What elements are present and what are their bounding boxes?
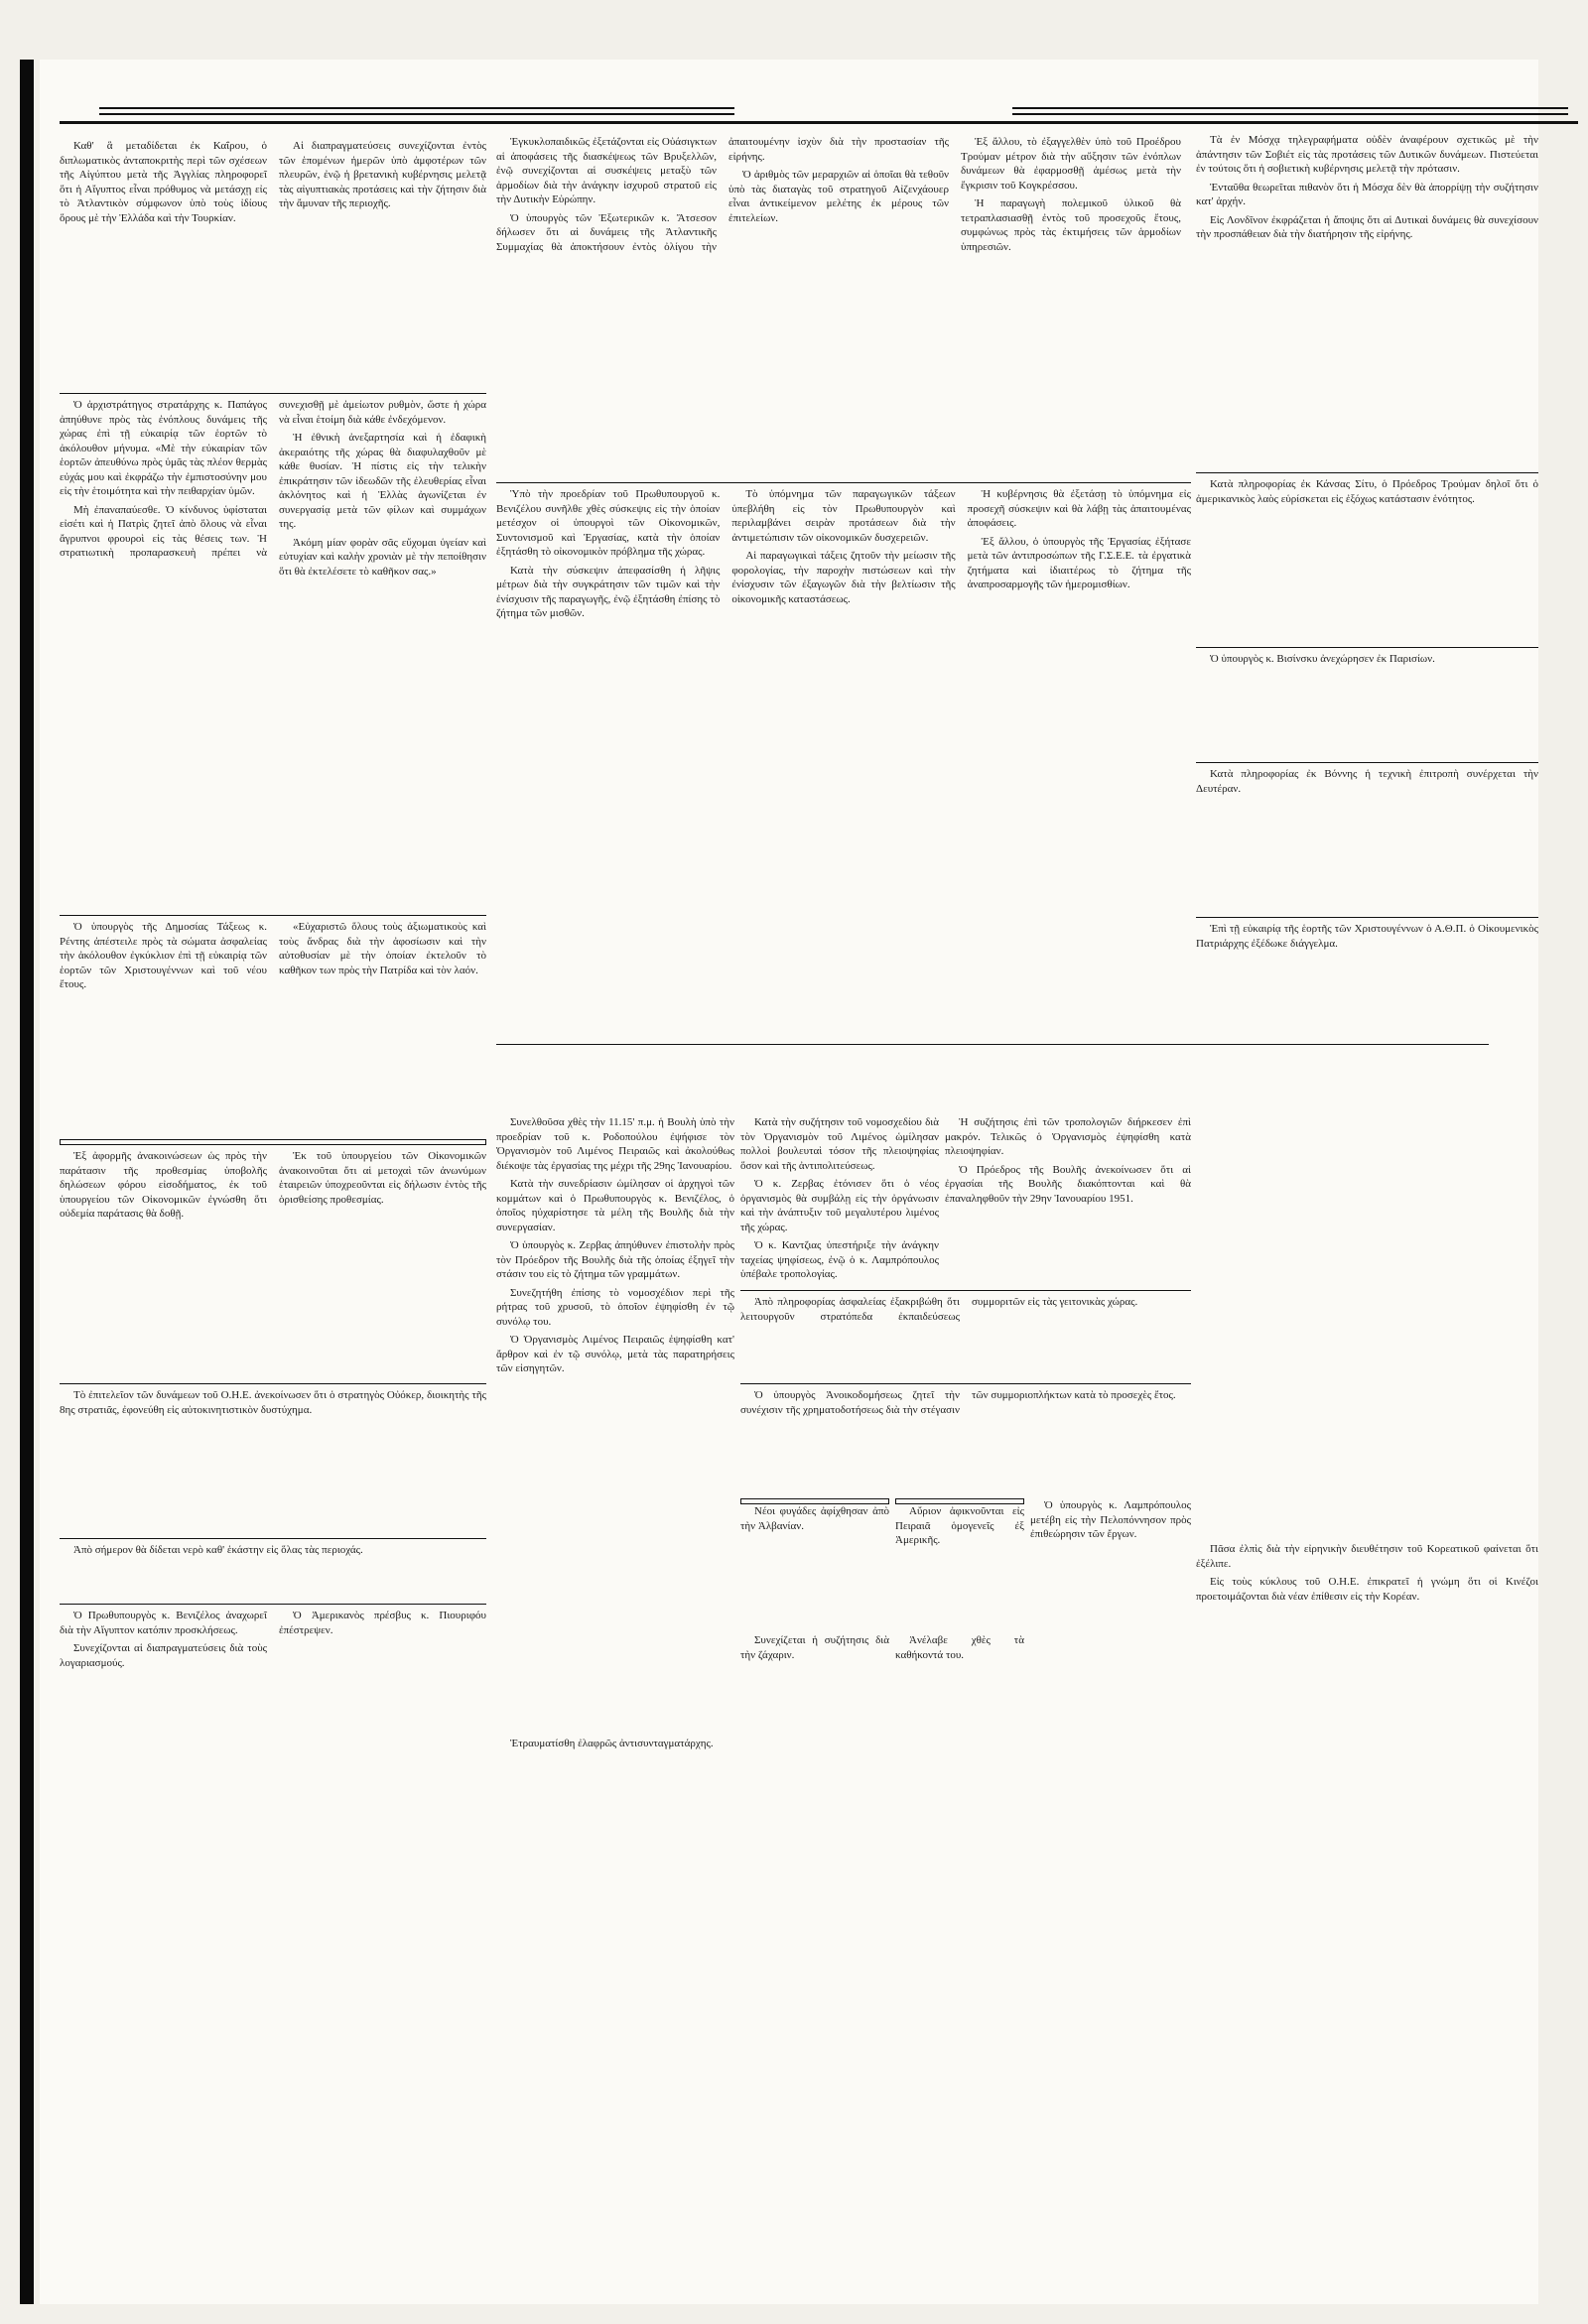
financing-body: Ὁ ὑπουργὸς Ἀνοικοδομήσεως ζητεῖ τὴν συνέχισιν τῆς χρηματοδοτήσεως διὰ τὴν στέγασιν τῶν συμμοριοπλήκτων κατὰ τὸ προσεχὲς ἔτος. xyxy=(740,1389,1176,1416)
marshal-body: Ὁ ἀρχιστράτηγος στρατάρχης κ. Παπάγος ἀπηύθυνε πρὸς τὰς ἐνόπλους δυνάμεις τῆς χώρας ἐπὶ τῇ εὐκαιρίᾳ τῶν ἑορτῶν τὸ ἀκόλουθον μήνυμα. «Μὲ τὴν εὐκαιρίαν τῶν ἑορτῶν ἀπευθύνω πρὸς ὑμᾶς τὰς πλέον θερμὰς εὐχάς μου καὶ ἐκφράζω τὴν ἐμπιστοσύνην μου εἰς τὴν ἑτοιμότητα καὶ τὴν πειθαρχίαν ὑμῶν. Μὴ ἐπαναπαύεσθε. Ὁ κίνδυνος ὑφίσταται εἰσέτι καὶ ἡ Πατρὶς ζητεῖ ἀπὸ ὅλους νὰ εἶναι ἄγρυπνοι φρουροὶ εἰς τὰς θέσεις των. Ἡ στρατιωτικὴ προπαρασκευὴ πρέπει νὰ συνεχισθῇ μὲ ἀμείωτον ρυθμὸν, ὥστε ἡ χώρα νὰ εἶναι ἑτοίμη διὰ κάθε ἐνδεχόμενον. Ἡ ἐθνικὴ ἀνεξαρτησία καὶ ἡ ἐδαφικὴ ἀκεραιότης τῆς χώρας θὰ διαφυλαχθοῦν μὲ κάθε θυσίαν. Ἡ πίστις εἰς τὴν τελικὴν ἐπικράτησιν τῶν ἰδεωδῶν τῆς ἐλευθερίας εἶναι ἀκλόνητος καὶ ἡ Ἑλλὰς ἀγωνίζεται ἐν συνεργασίᾳ μετὰ τῶν φίλων καὶ συμμάχων της. Ἀκόμη μίαν φορὰν σᾶς εὔχομαι ὑγείαν καὶ εὐτυχίαν καὶ καλὴν χρονιὰν μὲ τὴν πεποίθησιν ὅτι θὰ ἐκτελέσετε τὸ καθῆκον σας.» xyxy=(60,399,486,578)
article-financing xyxy=(740,1383,1191,1492)
parliament-body: Συνελθοῦσα χθὲς τὴν 11.15' π.μ. ἡ Βουλὴ ὑπὸ τὴν προεδρίαν τοῦ κ. Ροδοπούλου ἐψήφισε τὸν Ὀργανισμὸν τοῦ Λιμένος Πειραιῶς καὶ ἀκολούθως διέκοψε τὰς ἐργασίας της μέχρι τῆς 29ης Ἰανουαρίου. Κατὰ τὴν συνεδρίασιν ὡμίλησαν οἱ ἀρχηγοὶ τῶν κομμάτων καὶ ὁ Πρωθυπουργὸς κ. Βενιζέλος, ὁ ὁποῖος ηὐχαρίστησε τὰ μέλη τῆς Βουλῆς διὰ τὴν συνεργασίαν. Ὁ ὑπουργὸς κ. Ζερβας ἀπηύθυνεν ἐπιστολὴν πρὸς τὸν Πρόεδρον τῆς Βουλῆς διὰ τῆς ὁποίας ἐξηγεῖ τὴν στάσιν του εἰς τὸ ζήτημα τῶν γραμμάτων. Συνεζητήθη ἐπίσης τὸ νομοσχέδιον περὶ τῆς ρήτρας τοῦ χρυσοῦ, τὸ ὁποῖον ἐψηφίσθη ἐν τῷ συνόλῳ του. Ὁ Ὀργανισμὸς Λιμένος Πειραιῶς ἐψηφίσθη κατ' ἄρθρον καὶ ἐν τῷ συνόλῳ, μετὰ τὰς παρατηρήσεις τῶν εἰσηγητῶν. xyxy=(496,1116,734,1375)
article-expatriates xyxy=(895,1498,1024,1627)
washington-body: Ἐγκυκλοπαιδικῶς ἐξετάζονται εἰς Οὐάσιγκτων αἱ ἀποφάσεις τῆς διασκέψεως τῶν Βρυξελλῶν, ἐνῷ συνεχίζονται αἱ συσκέψεις μεταξὺ τῶν ἀρμοδίων διὰ τὴν ἀνάγκην ἰσχυροῦ στρατοῦ εἰς τὴν Δυτικὴν Εὐρώπην. Ὁ ὑπουργὸς τῶν Ἐξωτερικῶν κ. Ἄτσεσον δήλωσεν ὅτι αἱ δυνάμεις τῆς Ἀτλαντικῆς Συμμαχίας θὰ ἀποκτήσουν ἐντὸς ὀλίγου τὴν ἀπαιτουμένην ἰσχὺν διὰ τὴν προστασίαν τῆς εἰρήνης. Ὁ ἀριθμὸς τῶν μεραρχιῶν αἱ ὁποῖαι θὰ τεθοῦν ὑπὸ τὰς διαταγὰς τοῦ στρατηγοῦ Αἰζενχάουερ εἶναι ἀντικείμενον μελέτης ἐκ μέρους τῶν ἐπιτελείων. Ἐξ ἄλλου, τὸ ἐξαγγελθὲν ὑπὸ τοῦ Προέδρου Τρούμαν μέτρον διὰ τὴν αὔξησιν τῶν ἐνόπλων δυνάμεων θὰ ἐφαρμοσθῇ ἀμέσως μετὰ τὴν ἔγκρισιν τοῦ Κογκρέσσου. Ἡ παραγωγὴ πολεμικοῦ ὑλικοῦ θὰ τετραπλασιασθῇ ἐντὸς τοῦ προσεχοῦς ἔτους, συμφώνως πρὸς τὰς ἐκτιμήσεις τῶν ἁρμοδίων ὑπηρεσιῶν. xyxy=(496,136,1181,253)
parliament-cont2-body: Ἡ συζήτησις ἐπὶ τῶν τροπολογιῶν διήρκεσεν ἐπὶ μακρόν. Τελικῶς ὁ Ὀργανισμὸς ἐψηφίσθη κατὰ πλειοψηφίαν. Ὁ Πρόεδρος τῆς Βουλῆς ἀνεκοίνωσεν ὅτι αἱ ἐργασίαι τῆς Βουλῆς διακόπτονται καὶ θὰ ἐπαναληφθοῦν τὴν 29ην Ἰανουαρίου 1951. xyxy=(945,1116,1191,1205)
page-edge-bar xyxy=(20,60,34,2304)
expatriates-body: Αὔριον ἀφικνοῦνται εἰς Πειραιᾶ ὁμογενεῖς ἐξ Ἀμερικῆς. xyxy=(895,1505,1024,1547)
article-minister xyxy=(60,915,486,1133)
article-venizelos xyxy=(60,1604,486,1731)
vishinsky-body: Ὁ ὑπουργὸς κ. Βισίνσκυ ἀνεχώρησεν ἐκ Παρισίων. xyxy=(1210,653,1435,665)
injured-body: Ἐτραυματίσθη ἐλαφρῶς ἀντισυνταγματάρχης. xyxy=(510,1738,714,1749)
lambro-body: Ὁ ὑπουργὸς κ. Λαμπρόπουλος μετέβη εἰς τὴν Πελοπόννησον πρὸς ἐπιθεώρησιν τῶν ἔργων. xyxy=(1030,1499,1191,1541)
parliament-headline-block xyxy=(496,1044,1489,1109)
article-taxes xyxy=(60,1139,486,1377)
article-egypt xyxy=(60,129,486,387)
article-committee xyxy=(1196,762,1538,911)
article-lambro xyxy=(1030,1498,1191,1731)
oyker-body: Τὸ ἐπιτελεῖον τῶν δυνάμεων τοῦ Ο.Η.Ε. ἀνεκοίνωσεν ὅτι ὁ στρατηγὸς Οὐόκερ, διοικητὴς τῆς 8ης στρατιᾶς, ἐφονεύθη εἰς αὐτοκινητιστικὸν δυστύχημα. xyxy=(60,1389,486,1416)
masthead xyxy=(60,99,1578,124)
article-meeting xyxy=(496,482,1191,1038)
zachari-body: Συνεχίζεται ἡ συζήτησις διὰ τὴν ζάχαριν. xyxy=(740,1634,889,1661)
nero-body: Ἀπὸ σήμερον θὰ δίδεται νερὸ καθ' ἑκάστην εἰς ὅλας τὰς περιοχάς. xyxy=(73,1544,363,1556)
meeting-body: Ὑπὸ τὴν προεδρίαν τοῦ Πρωθυπουργοῦ κ. Βενιζέλου συνῆλθε χθὲς σύσκεψις εἰς τὴν ὁποίαν μετέσχον οἱ ὑπουργοὶ τῶν Οἰκονομικῶν, Συντονισμοῦ καὶ Ἐργασίας, κατὰ τὴν ὁποίαν ἐξητάσθη τὸ οἰκονομικὸν πρόβλημα τῆς χώρας. Κατὰ τὴν σύσκεψιν ἀπεφασίσθη ἡ λῆψις μέτρων διὰ τὴν συγκράτησιν τῶν τιμῶν καὶ τὴν ἐνίσχυσιν τῆς παραγωγῆς, ἐνῷ ἐξητάσθη ἐπίσης τὸ ζήτημα τῶν μισθῶν. Τὸ ὑπόμνημα τῶν παραγωγικῶν τάξεων ὑπεβλήθη εἰς τὸν Πρωθυπουργὸν καὶ περιλαμβάνει σειρὰν προτάσεων διὰ τὴν ἀντιμετώπισιν τῶν οἰκονομικῶν δυσχερειῶν. Αἱ παραγωγικαὶ τάξεις ζητοῦν τὴν μείωσιν τῆς φορολογίας, τὴν παροχὴν πιστώσεων καὶ τὴν ἐνίσχυσιν τῶν ἐξαγωγῶν διὰ τὴν βελτίωσιν τῆς οἰκονομικῆς καταστάσεως. Ἡ κυβέρνησις θὰ ἐξετάσῃ τὸ ὑπόμνημα εἰς προσεχῆ σύσκεψιν καὶ θὰ λάβῃ τὰς ἀπαιτουμένας ἀποφάσεις. Ἐξ ἄλλου, ὁ ὑπουργὸς τῆς Ἐργασίας ἐξήτασε μετὰ τῶν ἀντιπροσώπων τῆς Γ.Σ.Ε.Ε. τὰ ἐργατικὰ ζητήματα καὶ ἰδιαιτέρως τὸ ζήτημα τῆς ἀναπροσαρμογῆς τῶν ἡμερομισθίων. xyxy=(496,488,1191,620)
article-patriarch xyxy=(1196,917,1538,1036)
taxes-body: Ἐξ ἀφορμῆς ἀνακοινώσεων ὡς πρὸς τὴν παράτασιν τῆς προθεσμίας ὑποβολῆς δηλώσεων φόρου εἰσοδήματος, ἐκ τοῦ ὑπουργείου τῶν Οἰκονομικῶν ἐγνώσθη ὅτι οὐδεμία παράτασις θὰ δοθῇ. Ἐκ τοῦ ὑπουργείου τῶν Οἰκονομικῶν ἀνακοινοῦται ὅτι αἱ μετοχαὶ τῶν ἀνωνύμων ἑταιρειῶν ὑποχρεοῦνται εἰς δήλωσιν ἐντὸς τῆς ὁρισθείσης προθεσμίας. xyxy=(60,1150,486,1221)
committee-body: Κατὰ πληροφορίας ἐκ Βόννης ἡ τεχνικὴ ἐπιτροπὴ συνέρχεται τὴν Δευτέραν. xyxy=(1196,768,1538,795)
article-verrio xyxy=(895,1633,1024,1731)
article-parliament xyxy=(496,1115,734,1731)
article-truman xyxy=(1196,472,1538,641)
korea-body: Πᾶσα ἐλπὶς διὰ τὴν εἰρηνικὴν διευθέτησιν τοῦ Κορεατικοῦ φαίνεται ὅτι ἐξέλιπε. Εἰς τοὺς κύκλους τοῦ Ο.Η.Ε. ἐπικρατεῖ ἡ γνώμη ὅτι οἱ Κινέζοι προετοιμάζονται διὰ νέαν ἐπίθεσιν εἰς τὴν Κορέαν. xyxy=(1196,1543,1538,1603)
egypt-body: Καθ' ἃ μεταδίδεται ἐκ Καΐρου, ὁ διπλωματικὸς ἀνταποκριτὴς περὶ τῶν σχέσεων τῆς Αἰγύπτου μετὰ τῆς Ἀγγλίας πληροφορεῖ ὅτι ἡ Αἴγυπτος εἶναι πρόθυμος νὰ μετάσχῃ εἰς τὸ Ἀτλαντικὸν σύμφωνον ὑπὸ τοὺς ἰδίους ὅρους μὲ τὴν Ἑλλάδα καὶ τὴν Τουρκίαν. Αἱ διαπραγματεύσεις συνεχίζονται ἐντὸς τῶν ἑπομένων ἡμερῶν ὑπὸ ἀμφοτέρων τῶν πλευρῶν, ἐνῷ ἡ βρετανικὴ κυβέρνησις μελετᾷ τὰς αἰγυπτιακὰς προτάσεις καὶ τὴν ζήτησιν διὰ τὴν ἄμυναν τῆς περιοχῆς. xyxy=(60,140,486,224)
article-nero xyxy=(60,1538,486,1598)
article-zachari xyxy=(740,1633,889,1731)
article-soviet xyxy=(1196,129,1538,466)
venizelos-body: Ὁ Πρωθυπουργὸς κ. Βενιζέλος ἀναχωρεῖ διὰ τὴν Αἴγυπτον κατόπιν προσκλήσεως. Συνεχίζονται αἱ διαπραγματεύσεις διὰ τοὺς λογαριασμούς. Ὁ Ἀμερικανὸς πρέσβυς κ. Πιουριφόυ ἐπέστρεψεν. xyxy=(60,1610,486,1669)
camps-body: Ἀπὸ πληροφορίας ἀσφαλείας ἐξακριβώθη ὅτι λειτουργοῦν στρατόπεδα ἐκπαιδεύσεως συμμοριτῶν εἰς τὰς γειτονικὰς χώρας. xyxy=(740,1296,1138,1323)
article-korea xyxy=(1196,1538,1538,1806)
verrio-body: Ἀνέλαβε χθὲς τὰ καθήκοντά του. xyxy=(895,1634,1024,1661)
masthead-rule-left xyxy=(99,107,734,115)
minister-body: Ὁ ὑπουργὸς τῆς Δημοσίας Τάξεως κ. Ρέντης ἀπέστειλε πρὸς τὰ σώματα ἀσφαλείας τὴν ἀκόλουθον ἐγκύκλιον ἐπὶ τῇ εὐκαιρίᾳ τῶν ἑορτῶν τῶν Χριστουγέννων καὶ τοῦ νέου ἔτους. «Εὐχαριστῶ ὅλους τοὺς ἀξιωματικοὺς καὶ τοὺς ἄνδρας διὰ τὴν ἀφοσίωσιν καὶ τὴν αὐτοθυσίαν μὲ τὴν ὁποίαν ἐκτελοῦν τὸ καθῆκον των πρὸς τὴν Πατρίδα καὶ τὸν λαόν. xyxy=(60,921,486,991)
truman-body: Κατὰ πληροφορίας ἐκ Κάνσας Σίτυ, ὁ Πρόεδρος Τρούμαν δηλοῖ ὅτι ὁ ἀμερικανικὸς λαὸς εὑρίσκεται εἰς ἐξόχως κατάστασιν ἑνότητος. xyxy=(1196,478,1538,505)
patriarch-body: Ἐπὶ τῇ εὐκαιρίᾳ τῆς ἑορτῆς τῶν Χριστουγέννων ὁ Α.Θ.Π. ὁ Οἰκουμενικὸς Πατριάρχης ἐξέδωκε διάγγελμα. xyxy=(1196,923,1538,950)
article-washington xyxy=(496,129,1181,476)
article-camps xyxy=(740,1290,1191,1379)
fugitives-body: Νέοι φυγάδες ἀφίχθησαν ἀπὸ τὴν Ἀλβανίαν. xyxy=(740,1505,889,1532)
article-fugitives xyxy=(740,1498,889,1627)
parliament-cont-body: Κατὰ τὴν συζήτησιν τοῦ νομοσχεδίου διὰ τὸν Ὀργανισμὸν τοῦ Λιμένος ὡμίλησαν πολλοὶ βουλευταὶ τόσον τῆς πλειοψηφίας ὅσον καὶ τῆς ἀντιπολιτεύσεως. Ὁ κ. Ζερβας ἐτόνισεν ὅτι ὁ νέος ὀργανισμὸς θὰ συμβάλῃ εἰς τὴν ὀργάνωσιν καὶ τὴν ἀνάπτυξιν τοῦ μεγαλυτέρου λιμένος τῆς χώρας. Ὁ κ. Καντζιας ὑπεστήριξε τὴν ἀνάγκην ταχείας ψηφίσεως, ἐνῷ ὁ κ. Λαμπρόπουλος ὑπέβαλε τροπολογίας. xyxy=(740,1116,939,1281)
soviet-body: Τὰ ἐν Μόσχᾳ τηλεγραφήματα οὐδὲν ἀναφέρουν σχετικῶς μὲ τὴν ἀπάντησιν τῶν Σοβιέτ εἰς τὰς προτάσεις τῶν Δυτικῶν δυνάμεων. Πιστεύεται ἐν τούτοις ὅτι ἡ σοβιετικὴ κυβέρνησις μελετᾷ τὴν πρότασιν. Ἐνταῦθα θεωρεῖται πιθανὸν ὅτι ἡ Μόσχα δὲν θὰ ἀπορρίψῃ τὴν συζήτησιν κατ' ἀρχήν. Εἰς Λονδῖνον ἐκφράζεται ἡ ἄποψις ὅτι αἱ Δυτικαὶ δυνάμεις θὰ συνεχίσουν τὴν προσπάθειαν διὰ τὴν διατήρησιν τῆς εἰρήνης. xyxy=(1196,134,1538,241)
egypt-headline xyxy=(60,129,486,135)
masthead-rule-right xyxy=(1012,107,1568,115)
article-oyker xyxy=(60,1383,486,1532)
article-injured xyxy=(496,1737,740,1806)
article-vishinsky xyxy=(1196,647,1538,756)
article-marshal xyxy=(60,393,486,909)
